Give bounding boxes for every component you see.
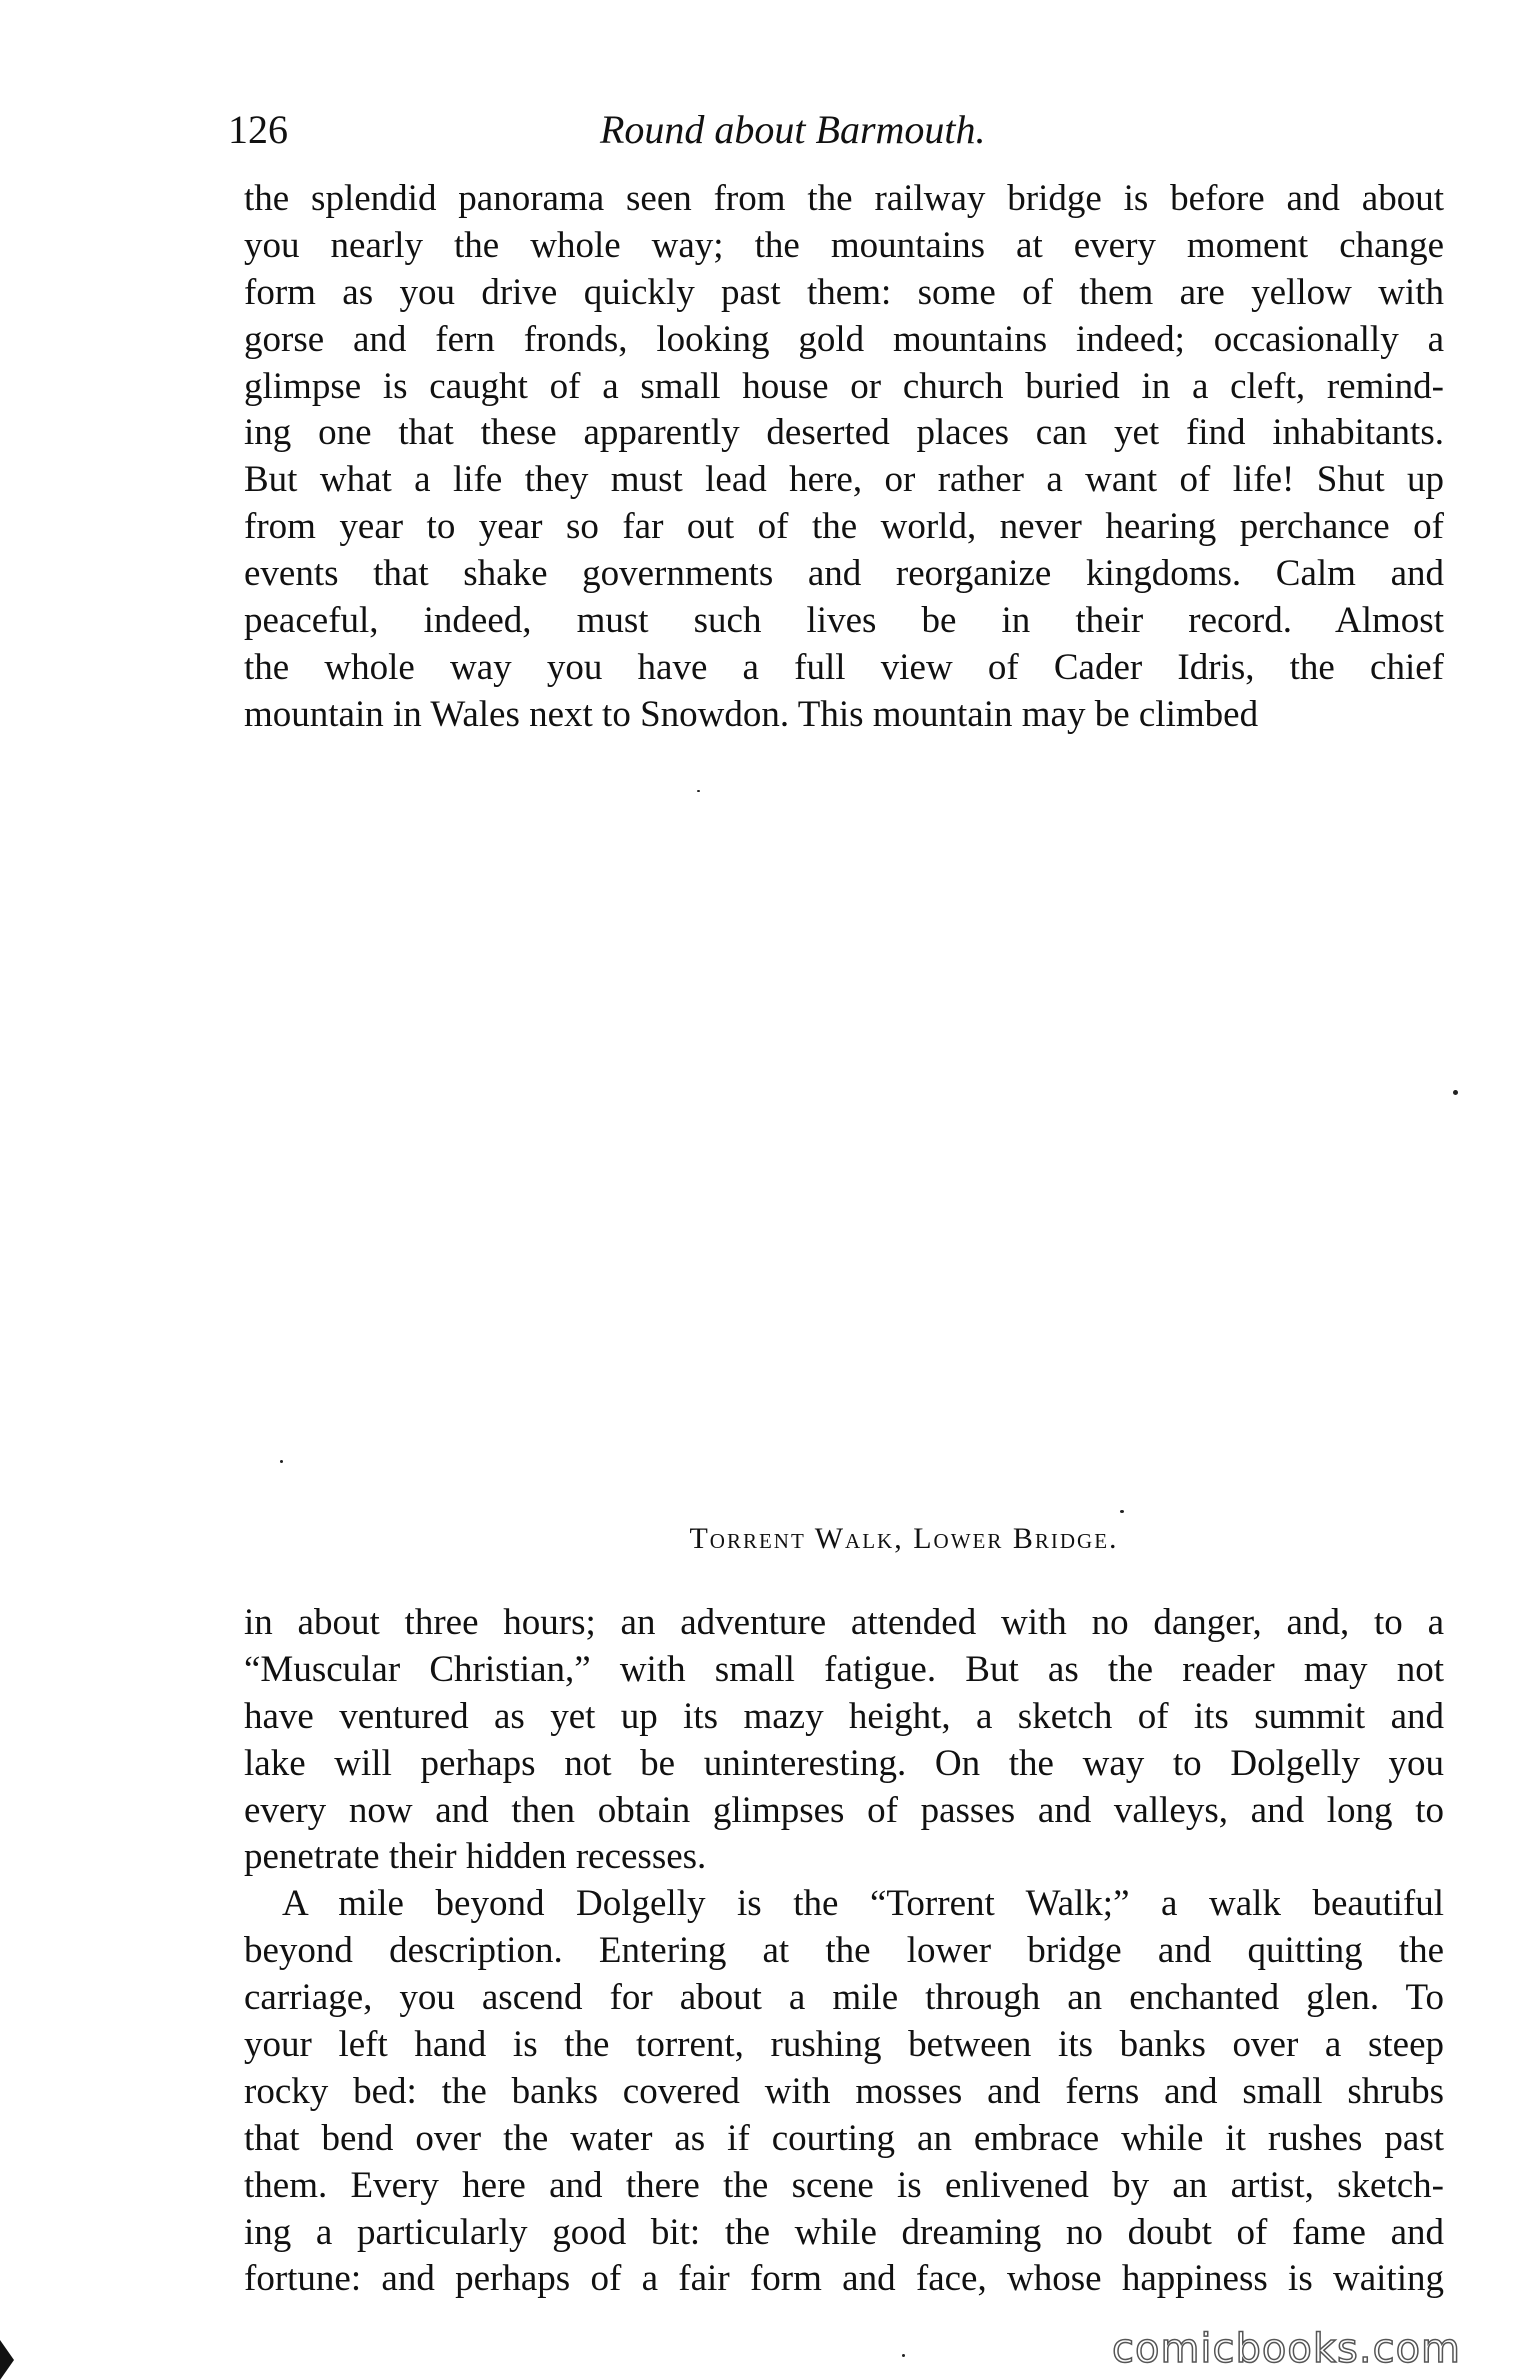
page-number: 126 [228, 107, 288, 152]
text-line: ing one that these apparently deserted places can yet find inhabitants. [244, 412, 1444, 454]
top-paragraph [244, 176, 1444, 739]
text-line: them. Every here and there the scene is enlivened by an artist, sketch- [244, 2164, 1444, 2206]
scan-speck [902, 2354, 905, 2357]
text-line: fortune: and perhaps of a fair form and face, whose happiness is waiting [244, 2258, 1444, 2300]
page-header [228, 100, 1444, 160]
text-line: “Muscular Christian,” with small fatigue. But as the reader may not [244, 1648, 1444, 1690]
text-line: peaceful, indeed, must such lives be in their record. Almost [244, 600, 1444, 642]
bottom-text [244, 1600, 1444, 2303]
text-line: beyond description. Entering at the lower bridge and quitting the [244, 1930, 1444, 1972]
text-line: from year to year so far out of the world, never hearing perchance of [244, 506, 1444, 548]
text-line: events that shake governments and reorganize kingdoms. Calm and [244, 553, 1444, 595]
scan-speck [1453, 1090, 1458, 1095]
text-line: glimpse is caught of a small house or church buried in a cleft, remind- [244, 365, 1444, 407]
text-line: the splendid panorama seen from the railway bridge is before and about [244, 178, 1444, 219]
text-line: have ventured as yet up its mazy height, a sketch of its summit and [244, 1695, 1444, 1737]
text-line: your left hand is the torrent, rushing between its banks over a steep [244, 2024, 1444, 2066]
illustration-caption [244, 1522, 1444, 1556]
text-line: gorse and fern fronds, looking gold mountains indeed; occasionally a [244, 318, 1444, 360]
text-line: carriage, you ascend for about a mile through an enchanted glen. To [244, 1977, 1444, 2019]
scan-speck [697, 790, 700, 792]
text-line: mountain in Wales next to Snowdon. This mountain may be climbed [244, 693, 1259, 735]
scan-speck [1120, 1510, 1124, 1513]
text-line: penetrate their hidden recesses. [244, 1836, 707, 1878]
caption-text: Torrent Walk, Lower Bridge. [689, 1522, 1119, 1555]
text-line: But what a life they must lead here, or rather a want of life! Shut up [244, 459, 1444, 501]
scan-speck [280, 1460, 283, 1463]
watermark: comicbooks.com [1112, 2326, 1462, 2372]
text-line: rocky bed: the banks covered with mosses and ferns and small shrubs [244, 2070, 1444, 2112]
text-line: lake will perhaps not be uninteresting. On the way to Dolgelly you [244, 1742, 1444, 1784]
text-line: the whole way you have a full view of Cader Idris, the chief [244, 646, 1444, 688]
text-line: you nearly the whole way; the mountains at every moment change [244, 224, 1444, 266]
blank-illustration-area [244, 760, 1444, 1500]
text-line: ing a particularly good bit: the while dreaming no doubt of fame and [244, 2211, 1444, 2253]
scan-edge-mark [0, 2340, 14, 2380]
text-line: form as you drive quickly past them: some of them are yellow with [244, 271, 1444, 313]
text-line: A mile beyond Dolgelly is the “Torrent Walk;” a walk beautiful [282, 1883, 1444, 1925]
text-line: that bend over the water as if courting an embrace while it rushes past [244, 2117, 1444, 2159]
running-title: Round about Barmouth. [600, 107, 986, 152]
text-line: every now and then obtain glimpses of passes and valleys, and long to [244, 1789, 1444, 1831]
text-line: in about three hours; an adventure attended with no danger, and, to a [244, 1602, 1444, 1643]
